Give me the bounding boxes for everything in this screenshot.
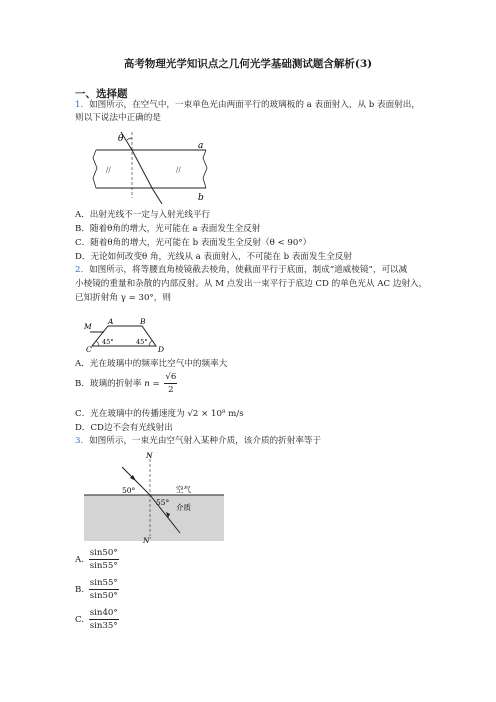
q3-option-a-label: A. xyxy=(75,555,84,565)
q2-option-a: A．光在玻璃中的频率比空气中的频率大 xyxy=(75,359,228,369)
q2-number: 2． xyxy=(75,265,90,275)
q1-option-c: C．随着θ角的增大，光可能在 b 表面发生全反射（θ < 90°） xyxy=(75,238,312,248)
q2-label-c: C xyxy=(86,345,92,352)
q3-option-b-denominator: sin50° xyxy=(89,591,118,601)
q2-stem-line3: 已知折射角 γ = 30°，则 xyxy=(75,293,171,303)
q2-dove-prism-figure xyxy=(84,318,170,352)
q2-label-b: B xyxy=(140,318,146,326)
q1-right-break xyxy=(203,150,207,188)
q2-option-b-text: B．玻璃的折射率 xyxy=(75,379,142,389)
q2-option-b-fraction xyxy=(164,371,177,396)
q1-option-a: A．出射光线不一定与入射光线平行 xyxy=(75,210,211,220)
q3-option-a-numerator: sin50° xyxy=(89,548,118,558)
q2-stem-line1 xyxy=(75,264,407,276)
q2-stem-line2: 小棱镜的重量和杂散的内部反射。从 M 点发出一束平行于底边 CD 的单色光从 AC 边射入， xyxy=(75,279,428,289)
q1-stem-line2: 则以下说法中正确的是 xyxy=(75,113,161,123)
q3-air-label: 空气 xyxy=(176,485,191,494)
page-title: 高考物理光学知识点之几何光学基础测试题含解析(3) xyxy=(123,58,373,70)
q1-refracted-ray xyxy=(132,150,152,188)
q2-option-b-n: n = xyxy=(144,379,160,389)
q1-option-d: D．无论如何改变θ 角，光线从 a 表面射入，不可能在 b 表面发生全反射 xyxy=(75,252,352,262)
q1-theta-label: θ xyxy=(118,134,124,144)
q3-option-b-fraction xyxy=(89,577,119,602)
q3-option-b-label: B. xyxy=(75,585,85,595)
q2-option-b xyxy=(75,371,177,396)
q2-label-a: A xyxy=(108,318,114,326)
q1-left-break xyxy=(93,150,97,188)
q3-option-a-fraction xyxy=(89,547,119,572)
q1-exit-ray xyxy=(152,188,162,204)
q3-text-1: 如图所示，一束光由空气射入某种介质，该介质的折射率等于 xyxy=(89,436,322,446)
q3-option-a-denominator: sin55° xyxy=(89,561,118,571)
q3-option-b-numerator: sin55° xyxy=(89,578,118,588)
q1-glass-plate-figure xyxy=(88,128,218,204)
q3-option-c-denominator: sin35° xyxy=(89,621,118,631)
q2-option-c-text: C．光在玻璃中的传播速度为 xyxy=(75,409,185,419)
q3-angle-55-label: 55° xyxy=(156,498,170,507)
q3-option-a xyxy=(75,547,119,572)
q2-text-1: 如图所示，将等腰直角棱镜截去棱角，使截面平行于底面，制成“道威棱镜”，可以减 xyxy=(89,265,408,275)
q3-medium-label: 介质 xyxy=(176,503,191,512)
q1-hatch-1: // xyxy=(176,166,181,174)
q3-medium-region xyxy=(84,495,224,541)
q2-angle-left-label: 45° xyxy=(102,338,114,346)
q3-option-c-numerator: sin40° xyxy=(89,608,118,618)
q3-option-c xyxy=(75,607,119,632)
q1-stem-line1 xyxy=(75,99,420,111)
q1-text-1: 如图所示，在空气中，一束单色光由两面平行的玻璃板的 a 表面射入，从 b 表面射出， xyxy=(89,100,420,110)
q3-refraction-figure xyxy=(84,450,224,544)
q2-option-c xyxy=(75,407,244,419)
q1-label-b: b xyxy=(198,193,204,203)
q2-option-c-value: √2 × 10⁸ m/s xyxy=(187,409,244,419)
q2-angle-arc-left xyxy=(96,341,99,346)
q3-number: 3． xyxy=(75,436,90,446)
q2-option-d: D．CD边不会有光线射出 xyxy=(75,423,173,433)
q2-angle-right-label: 45° xyxy=(136,338,148,346)
q2-label-m: M xyxy=(84,322,92,331)
q3-option-c-fraction xyxy=(89,607,119,632)
q1-option-b: B．随着θ角的增大，光可能在 a 表面发生全反射 xyxy=(75,224,261,234)
q3-label-n-prime: N′ xyxy=(143,536,152,544)
q2-option-b-denominator: 2 xyxy=(168,385,174,395)
q2-angle-arc-right xyxy=(149,341,152,346)
q2-label-d: D xyxy=(158,345,165,352)
q2-option-b-numerator: √6 xyxy=(165,372,177,382)
q1-theta-arc xyxy=(127,138,132,140)
q3-option-b xyxy=(75,577,119,602)
q1-hatch-2: // xyxy=(106,166,111,174)
q1-label-a: a xyxy=(198,141,204,151)
q3-stem-line1 xyxy=(75,435,321,447)
q3-angle-50-label: 50° xyxy=(122,486,136,495)
q1-number: 1． xyxy=(75,100,90,110)
q3-label-n: N xyxy=(146,451,153,460)
q3-option-c-label: C. xyxy=(75,615,85,625)
section-heading: 一、选择题 xyxy=(75,88,128,100)
